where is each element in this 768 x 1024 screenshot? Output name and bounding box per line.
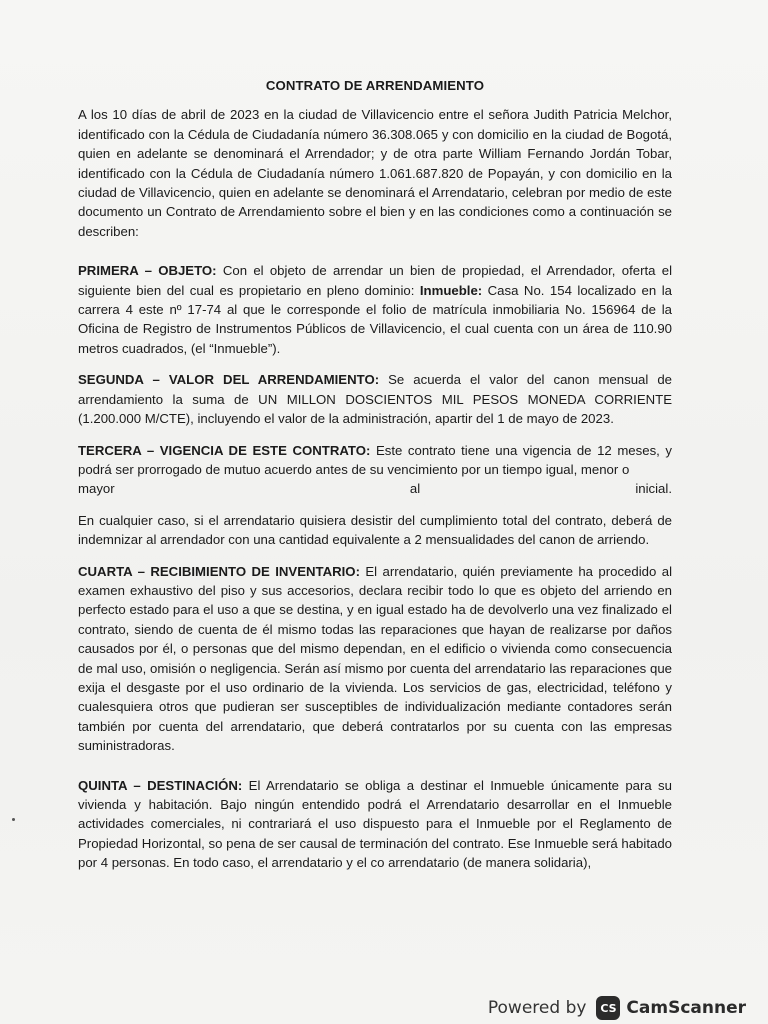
clause-primera <box>78 261 672 358</box>
document-title: CONTRATO DE ARRENDAMIENTO <box>265 78 485 93</box>
clause-text: Este contrato tiene una vigencia de 12 meses, y podrá ser prorrogado de mutuo acuerdo antes de su vencimiento por un tiempo igual, menor o <box>78 442 672 477</box>
clause-subheading: Inmueble: <box>419 282 483 298</box>
clause-text: Se acuerda el valor del canon mensual de arrendamiento la suma de UN MILLON DOSCIENTOS MIL PESOS MONEDA CORRIENTE (1.200.000 M/CTE), incluyendo el valor de la administración, apartir del 1 de mayo de 2023. <box>78 372 672 427</box>
watermark-badge <box>596 996 746 1020</box>
watermark-brand: CamScanner <box>626 998 746 1018</box>
clause-text: El Arrendatario se obliga a destinar el Inmueble únicamente para su vivienda y habitación. Bajo ningún entendido podrá el Arrendatario desarrollar en el Inmueble actividades comerciales, ni contrariará el uso dispuesto para el Inmueble por el Reglamento de Propiedad Horizontal, so pena de ser causal de terminación del contrato. Ese Inmueble será habitado por 4 personas. En todo caso, el arrendatario y el co arrendatario (de manera solidaria), <box>78 777 672 871</box>
clause-quinta <box>78 776 672 873</box>
clause-cuarta <box>78 562 672 756</box>
clause-heading: PRIMERA – OBJETO: <box>78 263 217 279</box>
watermark-text: Powered by <box>487 998 587 1018</box>
clause-heading: SEGUNDA – VALOR DEL ARRENDAMIENTO: <box>78 372 380 388</box>
clause-text: El arrendatario, quién previamente ha procedido al examen exhaustivo del piso y sus accesorios, declara recibir todo lo que es objeto del arriendo en perfecto estado para el uso a que se destina, y en igual estado ha de devolverlo una vez finalizado el contrato, siendo de cuenta de él mismo todas las reparaciones que hayan de realizarse por daños causados por él, o personas que del mismo dependan, en el edificio o vivienda como consecuencia de mal uso, omisión o negligencia. Serán así mismo por cuenta del arrendatario las reparaciones que exija el desgaste por el uso ordinario de la vivienda. Los servicios de gas, electricidad, teléfono y cualesquiera otros que pudieran ser susceptibles de individualización mediante contadores serán también por cuenta del arrendatario, que deberá contratarlos por su cuenta con las empresas suministradoras. <box>78 563 672 754</box>
clause-segunda <box>78 370 672 428</box>
contract-body <box>78 76 672 873</box>
clause-text: Con el objeto de arrendar un bien de propiedad, el Arrendador, oferta el siguiente bien del cual es propietario en pleno dominio: <box>78 263 672 298</box>
clause-heading: QUINTA – DESTINACIÓN: <box>78 777 243 793</box>
clause-tercera <box>78 441 672 480</box>
scan-speck <box>12 818 15 821</box>
clause-heading: CUARTA – RECIBIMIENTO DE INVENTARIO: <box>78 563 360 579</box>
camscanner-watermark <box>488 996 746 1020</box>
clause-text: Casa No. 154 localizado en la carrera 4 este nº 17-74 al que le corresponde el folio de matrícula inmobiliaria No. 156964 de la Oficina de Registro de Instrumentos Públicos de Villavicencio, el cual cuenta con un área de 110.90 metros cuadrados, (el “Inmueble”). <box>78 282 672 356</box>
clause-tercera-tail: mayor al inicial. <box>78 481 672 497</box>
camscanner-logo-icon: CS <box>596 996 620 1020</box>
clause-heading: TERCERA – VIGENCIA DE ESTE CONTRATO: <box>78 442 371 458</box>
intro-paragraph: A los 10 días de abril de 2023 en la ciudad de Villavicencio entre el señora Judith Patricia Melchor, identificado con la Cédula de Ciudadanía número 36.308.065 y con domicilio en la ciudad de Bogotá, quien en adelante se denominará el Arrendador; y de otra parte William Fernando Jordán Tobar, identificado con la Cédula de Ciudadanía número 1.061.687.820 de Popayán, y con domicilio en la ciudad de Villavicencio, quien en adelante se denominará el Arrendatario, celebran por medio de este documento un Contrato de Arrendamiento sobre el bien y en las condiciones como a continuación se describen: <box>78 107 672 239</box>
clause-tercera-continued: En cualquier caso, si el arrendatario quisiera desistir del cumplimiento total del contrato, deberá de indemnizar al arrendador con una cantidad equivalente a 2 mensualidades del canon de arriendo. <box>78 512 672 548</box>
